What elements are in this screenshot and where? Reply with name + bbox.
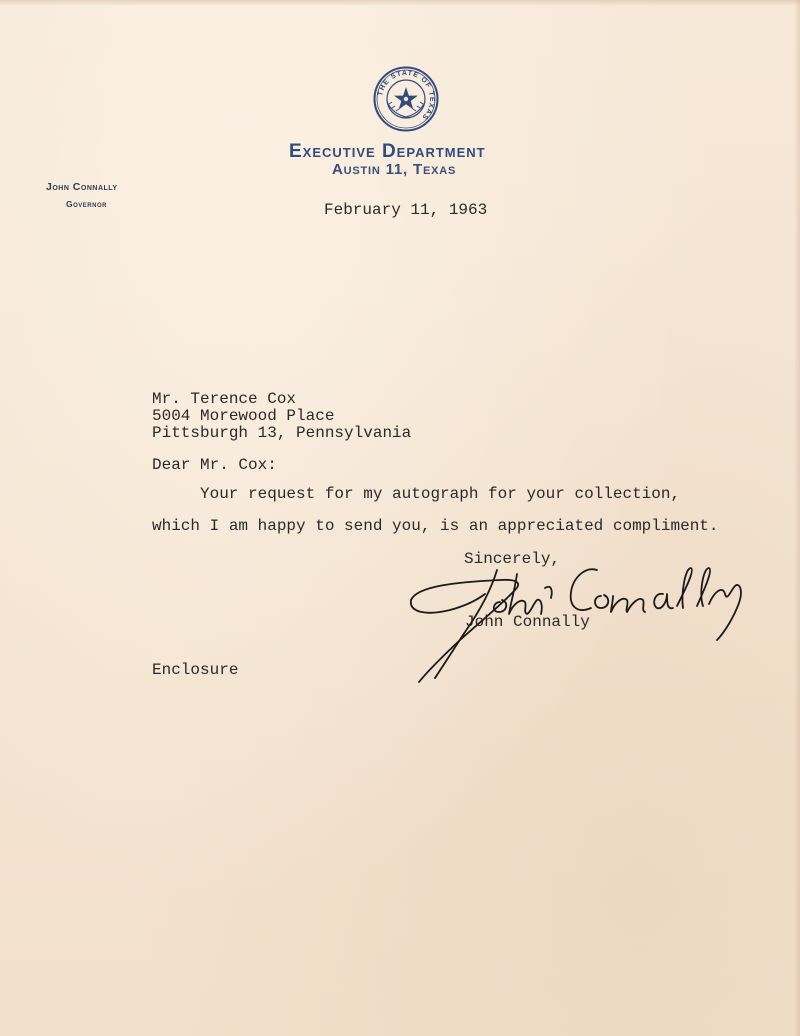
salutation: Dear Mr. Cox: [152,456,277,474]
governor-title: Governor [66,199,107,209]
letter-date: February 11, 1963 [324,201,488,219]
enclosure-note: Enclosure [152,661,239,679]
closing: Sincerely, [464,550,561,568]
department-heading: Executive Department [289,141,486,162]
body-line-1: Your request for my autograph for your collection, [200,485,681,503]
recipient-name: Mr. Terence Cox [152,390,297,408]
seal-text: THE STATE OF TEXAS [377,69,436,122]
governor-name: John Connally [46,181,118,193]
typed-signature-name: John Connally [465,613,590,631]
recipient-street: 5004 Morewood Place [152,407,335,425]
paper-edge-top [0,0,800,6]
paper-edge-right [794,0,800,1036]
handwritten-signature [405,560,755,690]
texas-seal-icon [373,66,439,132]
city-heading: Austin 11, Texas [332,161,457,178]
recipient-city: Pittsburgh 13, Pennsylvania [152,424,412,442]
body-line-2: which I am happy to send you, is an appreciated compliment. [152,517,719,535]
